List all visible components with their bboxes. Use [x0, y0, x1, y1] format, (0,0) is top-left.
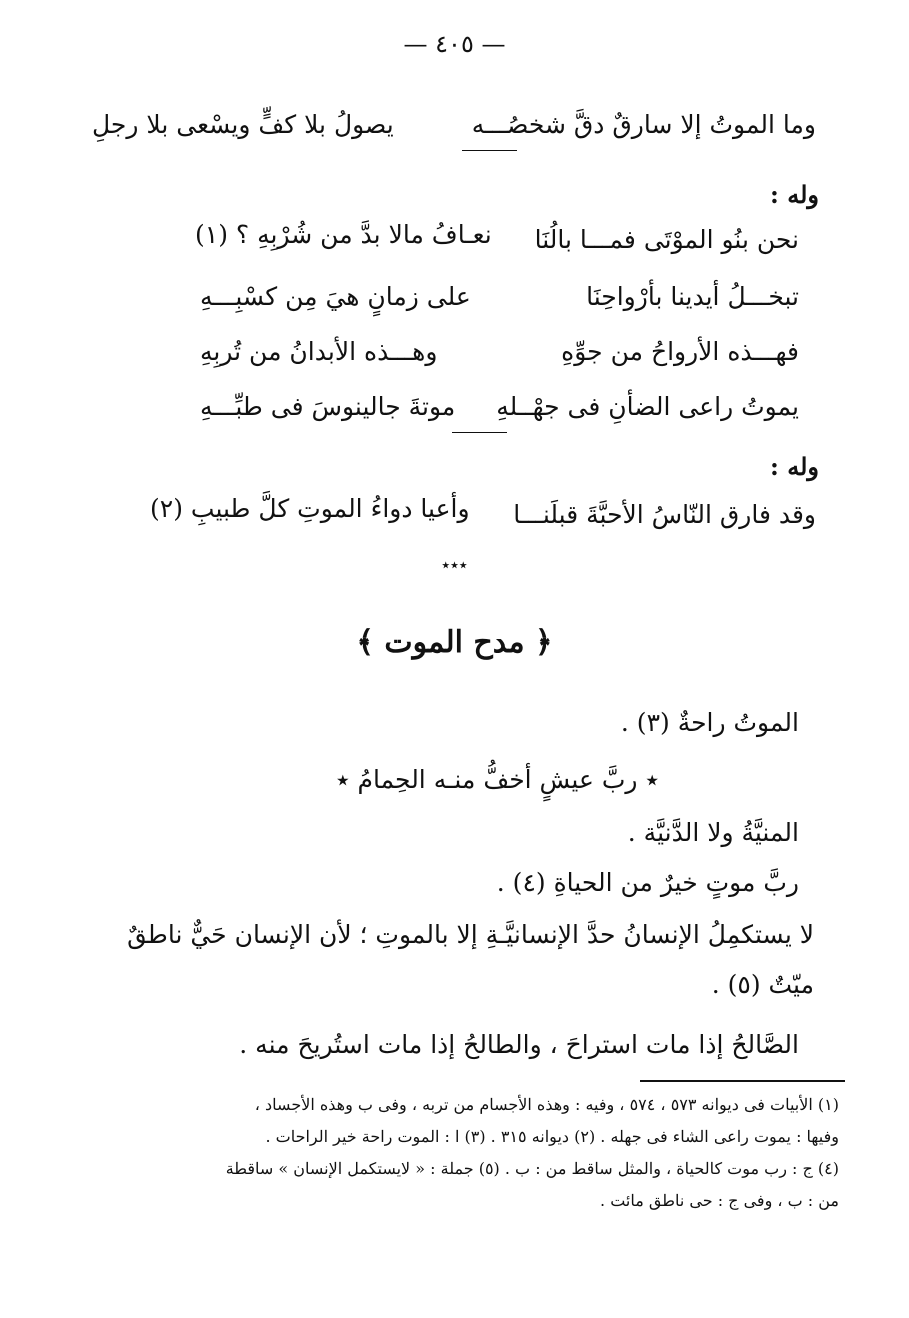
- proverb-verse: ٭ ربَّ عيشٍ أخفُّ منـه الحِمامُ ٭: [335, 765, 659, 794]
- verse-hemistich-left: موتةَ جالينوسَ فى طبِّـــهِ: [200, 392, 456, 421]
- page-number: — ٤٠٥ —: [403, 30, 506, 58]
- proverb-line: الصَّالحُ إذا مات استراحَ ، والطالحُ إذا مات استُريحَ منه .: [239, 1030, 799, 1059]
- section-separator: ٭٭٭: [441, 555, 468, 574]
- verse-hemistich-left: وأعيا دواءُ الموتِ كلَّ طبيبِ (٢): [150, 494, 470, 523]
- verse-hemistich-right: تبخـــلُ أيدينا بأرْواحِنَا: [586, 282, 799, 311]
- verse-hemistich-right: فهـــذه الأرواحُ من جوِّهِ: [561, 337, 799, 366]
- proverb-line: لا يستكمِلُ الإنسانُ حدَّ الإنسانيَّـةِ إلا بالموتِ ؛ لأن الإنسان حَيٌّ ناطقٌ: [127, 920, 814, 949]
- section-label: وله :: [770, 180, 819, 209]
- footnote-line: (١) الأبيات فى ديوانه ٥٧٣ ، ٥٧٤ ، وفيه : وهذه الأجسام من تربه ، وفى ب وهذه الأجساد ،: [254, 1095, 839, 1114]
- verse-hemistich-left: على زمانٍ هيَ مِن كسْبِـــهِ: [200, 282, 471, 311]
- section-heading: ﴿ مدح الموت ﴾: [356, 625, 553, 660]
- verse-hemistich-left: نعـافُ مالا بدَّ من شُرْبِهِ ؟ (١): [195, 220, 492, 249]
- verse-hemistich-right: نحن بنُو الموْتَى فمـــا بالُنَا: [534, 225, 799, 254]
- footnote-line: وفيها : يموت راعى الشاء فى جهله . (٢) ديوانه ٣١٥ . (٣) ا : الموت راحة خير الراحات .: [265, 1127, 839, 1146]
- verse-hemistich-right: يموتُ راعى الضأنِ فى جهْــلهِ: [496, 392, 799, 421]
- footnote-line: من : ب ، وفى ج : حى ناطق مائت .: [600, 1191, 839, 1210]
- verse-hemistich-right: وقد فارق النّاسُ الأحبَّةَ قبلَنـــا: [513, 500, 816, 529]
- proverb-line: المنيَّةُ ولا الدَّنيَّة .: [627, 818, 799, 847]
- section-label: وله :: [770, 452, 819, 481]
- verse-hemistich-left: وهـــذه الأبدانُ من تُربِهِ: [200, 337, 438, 366]
- ornament-rule: [452, 432, 507, 433]
- proverb-line: الموتُ راحةٌ (٣) .: [620, 708, 799, 737]
- verse-hemistich-right: وما الموتُ إلا سارقٌ دقَّ شخصُـــه: [471, 110, 816, 139]
- footnote-rule: [640, 1080, 845, 1082]
- footnote-line: (٤) ج : رب موت كالحياة ، والمثل ساقط من : ب . (٥) جملة : « لايستكمل الإنسان » ساقطة: [225, 1159, 839, 1178]
- proverb-line-continued: ميّتٌ (٥) .: [711, 970, 814, 999]
- proverb-line: ربَّ موتٍ خيرٌ من الحياةِ (٤) .: [496, 868, 799, 897]
- verse-hemistich-left: يصولُ بلا كفٍّ ويسْعى بلا رجلِ: [92, 110, 394, 139]
- ornament-rule: [462, 150, 517, 151]
